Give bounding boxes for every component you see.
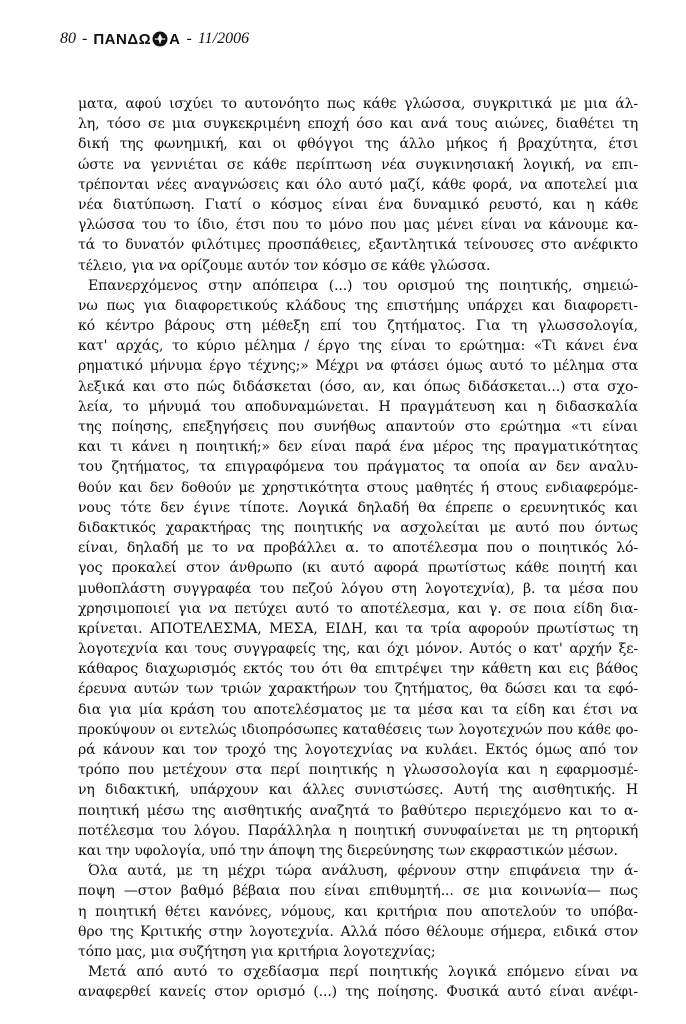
text-line: νέα διατύπωση. Γιατί ο κόσμος είναι ένα δυναμικό ρευστό, και η κάθε [78, 196, 638, 213]
logo-text-start: ΠΑΝΔΩ [93, 30, 152, 48]
magazine-logo [93, 31, 180, 48]
text-line: προκύψουν οι εντελώς ιδιοπρόσωπες καταθέσεις των λογοτεχνών που κάθε φο- [78, 721, 638, 738]
text-line: λογοτεχνία και τους συγγραφείς της, και όχι μόνον. Αυτός ο κατ' αρχήν ξε- [78, 641, 638, 658]
text-line: είναι, δηλαδή με το να προβάλλει α. το αποτέλεσμα που ο ποιητικός λό- [78, 540, 638, 557]
text-line: αναφερθεί κανείς στον ορισμό (...) της ποίησης. Φυσικά αυτό είναι ανέφι- [78, 984, 638, 1001]
text-line: ρηματικό μήνυμα έργο τέχνης;» Μέχρι να φτάσει όμως αυτό το μέλημα στα [78, 358, 638, 375]
text-line: της ποίησης, επεξηγήσεις που συνήθως απαντούν στο ερώτημα «τι είναι [78, 419, 638, 435]
text-line: τέλειο, για να ορίζουμε αυτόν τον κόσμο σε κάθε γλώσσα. [78, 257, 491, 274]
text-line: η ποιητική θέτει κανόνες, νόμους, και κριτήρια που αποτελούν το υπόβα- [78, 903, 638, 920]
text-line: χρησιμοποιεί για να πετύχει αυτό το αποτέλεσμα, και γ. σε ποια είδη δια- [78, 600, 638, 617]
text-line: δια για μία κράση του αποτελέσματος με τα μέσα και τα είδη και έτσι να [78, 701, 638, 718]
text-line: ματα, αφού ισχύει το αυτονόητο πως κάθε γλώσσα, συγκριτικά με μια άλ- [78, 96, 638, 112]
text-line: λεξικά και στο πώς διδάσκεται (όσο, αν, και όπως διδάσκεται...) στα σχο- [78, 378, 638, 395]
text-line: έρευνα αυτών των τριών χαρακτήρων του ζητήματος, θα δώσει και τα εφό- [78, 681, 638, 698]
logo-emblem-icon [152, 31, 168, 47]
text-line: τά το δυνατόν φιλότιμες προσπάθειες, εξαντλητικά τείνουσες στο ανέφικτο [78, 237, 638, 254]
text-line: και την υφολογία, υπό την άποψη της διερεύνησης των εκφραστικών μέσων. [78, 842, 618, 859]
header-dash: - [186, 30, 192, 47]
text-line: τρέπονται νέες αναγνώσεις και όλο αυτό μαζί, κάθε φορά, να αποτελεί μια [78, 176, 638, 193]
text-line: νω πως για διαφορετικούς κλάδους της επιστήμης υπάρχει και διαφορετι- [78, 297, 638, 314]
text-line: νη διδακτική, υπάρχουν και άλλες συνιστώσες. Αυτή της αισθητικής. Η [78, 782, 638, 799]
text-line: κάθαρος διαχωρισμός εκτός του ότι θα επιτρέψει την κάθετη και εις βάθος [78, 661, 638, 678]
text-line: λεία, το μήνυμά του αποδυναμώνεται. Η πραγμάτευση και η διδασκαλία [78, 398, 638, 415]
text-line: δική της φωνημική, και οι φθόγγοι της άλλο μήκος ή βραχύτητα, έτσι [78, 136, 638, 153]
text-line: κό κέντρο βάρους στη μέθεξη επί του ζητήματος. Για τη γλωσσολογία, [78, 318, 638, 335]
text-line: λη, τόσο σε μια συγκεκριμένη εποχή όσο και ανά τους αιώνες, διαθέτει τη [78, 116, 638, 133]
text-line: ποτέλεσμα του λόγου. Παράλληλα η ποιητική συνυφαίνεται με τη ρητορική [78, 822, 638, 839]
text-line: μυθοπλάστη συγγραφέα του πεζού λόγου στη λογοτεχνία), β. τα μέσα που [78, 580, 638, 597]
text-line: Επανερχόμενος στην απόπειρα (...) του ορισμού της ποιητικής, σημειώ- [88, 277, 638, 294]
text-line: θούν και δεν δοθούν με χρηστικότητα στους μαθητές ή στους ενδιαφερόμε- [78, 479, 638, 496]
text-line: διδακτικός χαρακτήρας της ποιητικής να ασχολείται με αυτό που όντως [78, 519, 638, 536]
text-line: του ζητήματος, τα επιγραφόμενα του πράγματος τα οποία αν δεν αναλυ- [78, 459, 638, 476]
text-line: ποψη —στον βαθμό βέβαια που είναι επιθυμητή... σε μια κοινωνία— πως [78, 883, 638, 900]
text-line: ποιητική μέσω της αισθητικής αναζητά το βαθύτερο περιεχόμενο και το α- [78, 802, 638, 819]
issue-number: 11/2006 [197, 30, 250, 47]
text-line: και τι κάνει η ποιητική;» δεν είναι παρά ένα μέρος της πραγματικότητας [78, 439, 638, 456]
text-line: τρόπο που μετέχουν στα περί ποιητικής η γλωσσολογία και η εφαρμοσμέ- [78, 762, 638, 779]
text-line: γος προκαλεί στον άνθρωπο (κι αυτό αφορά πρωτίστως κάθε ποιητή και [78, 560, 638, 577]
text-line: κρίνεται. ΑΠΟΤΕΛΕΣΜΑ, ΜΕΣΑ, ΕΙΔΗ, και τα τρία αφορούν πρωτίστως τη [78, 620, 638, 637]
text-line: νους τότε δεν έγινε τίποτε. Λογικά δηλαδή θα έπρεπε ο ερευνητικός και [78, 499, 638, 516]
header-dash: - [82, 30, 88, 47]
logo-text-end: Α [169, 30, 181, 48]
running-header [60, 30, 249, 48]
text-line: θρο της Κριτικής στην λογοτεχνία. Αλλά πόσο θέλουμε σήμερα, ειδικά στον [78, 923, 638, 940]
text-line: ρά κάνουν και τον τροχό της λογοτεχνίας να κυλάει. Εκτός όμως από τον [78, 742, 638, 758]
text-line: Μετά από αυτό το σχεδίασμα περί ποιητικής λογικά επόμενο είναι να [88, 964, 638, 981]
page-number: 80 [60, 30, 76, 47]
article-body [78, 94, 638, 1002]
text-line: τόπο μας, μια συζήτηση για κριτήρια λογοτεχνίας; [78, 943, 436, 960]
text-line: γλώσσα του το ίδιο, έτσι που το μόνο που μας μένει είναι να κάνουμε κα- [78, 217, 638, 234]
text-line: Όλα αυτά, με τη μέχρι τώρα ανάλυση, φέρνουν στην επιφάνεια την ά- [88, 863, 638, 880]
text-line: ώστε να γεννιέται σε κάθε περίπτωση νέα συγκινησιακή λογική, να επι- [78, 156, 638, 173]
text-line: κατ' αρχάς, το κύριο μέλημα / έργο της είναι το ερώτημα: «Τι κάνει ένα [78, 338, 638, 355]
